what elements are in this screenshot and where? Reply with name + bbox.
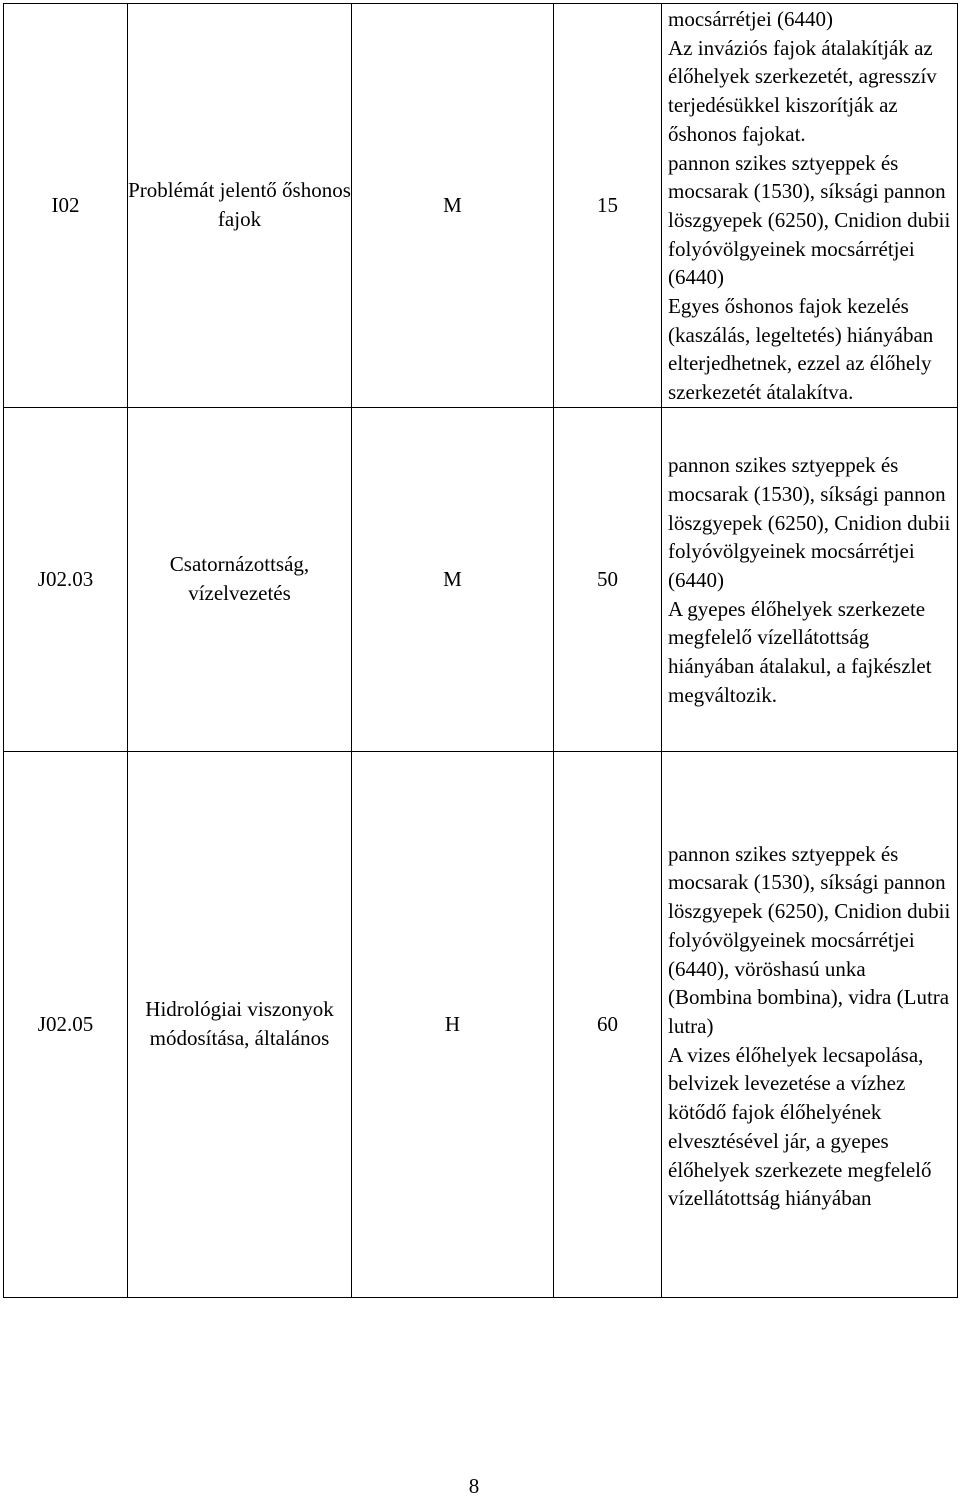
threats-table [3,3,958,1298]
threat-description: Az inváziós fajok átalakítják az élőhelyek szerkezetét, agresszív terjedésükkel kiszorítják az őshonos fajokat. [668,35,937,146]
threat-name-text: Problémát jelentő őshonos fajok [128,178,351,232]
threat-code: I02 [4,4,128,408]
threat-score: 60 [554,751,662,1297]
threat-level: M [352,4,554,408]
table-row [4,751,958,1297]
threat-score: 50 [554,407,662,751]
threat-description: A gyepes élőhelyek szerkezete megfelelő vízellátottság hiányában átalakul, a fajkészlet megváltozik. [668,596,932,707]
table-row [4,407,958,751]
threat-name-text: Hidrológiai viszonyok módosítása, általános [145,997,334,1051]
threat-level: M [352,407,554,751]
threat-description: A vizes élőhelyek lecsapolása, belvizek levezetése a vízhez kötődő fajok élőhelyének elvesztésével jár, a gyepes élőhelyek szerkezete megfelelő vízellátottság hiányában [668,1042,932,1211]
threat-details-text [668,840,953,1213]
affected-habitats: pannon szikes sztyeppek és mocsarak (1530), síksági pannon löszgyepek (6250), Cnidion dubii folyóvölgyeinek mocsárrétjei (6440), vöröshasú unka (Bombina bombina), vidra (Lutra lutra) [668,841,951,1038]
threat-details [662,751,958,1297]
threat-code: J02.05 [4,751,128,1297]
threat-details-text [668,5,953,407]
threat-score: 15 [554,4,662,408]
affected-habitats: mocsárrétjei (6440) [668,7,834,31]
threat-details [662,4,958,408]
threat-level: H [352,751,554,1297]
threat-details [662,407,958,751]
table-row [4,4,958,408]
threat-name [128,4,352,408]
threat-name [128,407,352,751]
page-number: 8 [468,1474,480,1498]
threat-name-text: Csatornázottság, vízelvezetés [169,552,310,606]
threat-name [128,751,352,1297]
affected-habitats: pannon szikes sztyeppek és mocsarak (1530), síksági pannon löszgyepek (6250), Cnidion dubii folyóvölgyeinek mocsárrétjei (6440) [668,453,951,592]
threat-details-text [668,451,953,709]
threat-code: J02.03 [4,407,128,751]
threat-description: Egyes őshonos fajok kezelés (kaszálás, legeltetés) hiányában elterjedhetnek, ezzel az élőhely szerkezetét átalakítva. [668,294,934,405]
affected-habitats: pannon szikes sztyeppek és mocsarak (1530), síksági pannon löszgyepek (6250), Cnidion dubii folyóvölgyeinek mocsárrétjei (6440) [668,150,951,290]
